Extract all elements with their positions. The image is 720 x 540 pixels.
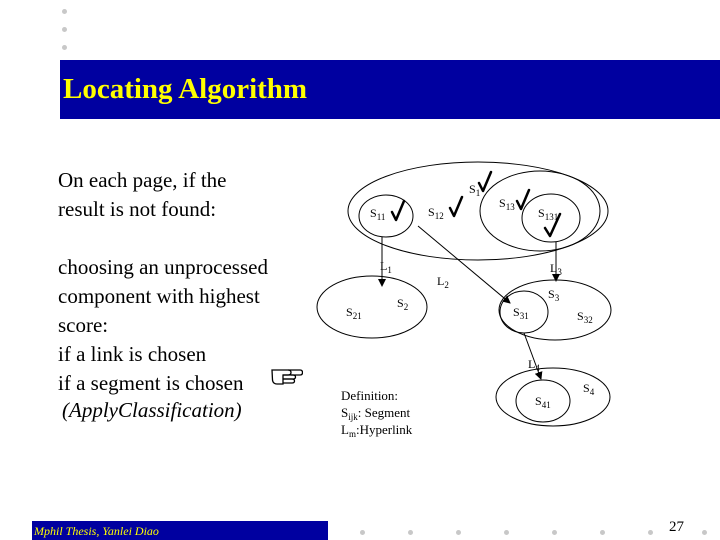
node-label-s12: $S_{12}$ (428, 205, 444, 221)
node-label-s1: $S_1$ (469, 182, 481, 198)
checkmark-icon (392, 201, 404, 220)
node-label-s32: $S_{32}$ (577, 309, 593, 325)
apply-classification-label: (ApplyClassification) (62, 398, 242, 422)
link-label-l2: $L_2$ (437, 274, 449, 290)
node-label-s4: $S_4$ (583, 381, 595, 397)
link-label-l3: $L_3$ (550, 261, 562, 277)
segment-ellipse-s1 (348, 162, 608, 260)
node-label-s2: $S_2$ (397, 296, 409, 312)
definition-hyperlink: $L_m:Hyperlink$ (341, 422, 413, 439)
body-line: On each page, if the (58, 168, 227, 192)
node-label-s13: $S_{13}$ (499, 196, 515, 212)
segment-ellipse-s2 (317, 276, 427, 338)
slide-title: Locating Algorithm (63, 73, 308, 105)
page-number: 27 (669, 519, 684, 535)
node-label-s21: $S_{21}$ (346, 305, 362, 321)
definition-segment: $S_{ijk}$: Segment (341, 405, 411, 422)
node-label-s131: $S_{131}$ (538, 206, 559, 222)
node-label-s11: $S_{11}$ (370, 206, 386, 222)
link-arrow-l2 (418, 226, 510, 303)
checkmark-icon (450, 197, 462, 216)
checkmark-icon (517, 190, 529, 209)
body-line: choosing an unprocessed (58, 255, 268, 279)
node-label-s3: $S_3$ (548, 287, 560, 303)
link-label-l1: $L_1$ (380, 259, 392, 275)
body-line: score: (58, 313, 109, 337)
segment-ellipse-s4 (496, 368, 610, 426)
body-line: if a link is chosen (58, 342, 207, 366)
definition-title: Definition: (341, 388, 399, 403)
body-line: component with highest (58, 284, 260, 308)
link-label-l4: $L_4$ (528, 357, 540, 373)
checkmark-icon (479, 172, 491, 191)
body-line: result is not found: (58, 197, 217, 221)
footer-author: Mphil Thesis, Yanlei Diao (34, 524, 159, 538)
body-line: if a segment is chosen (58, 371, 244, 395)
node-label-s41: $S_{41}$ (535, 394, 551, 410)
node-label-s31: $S_{31}$ (513, 305, 529, 321)
